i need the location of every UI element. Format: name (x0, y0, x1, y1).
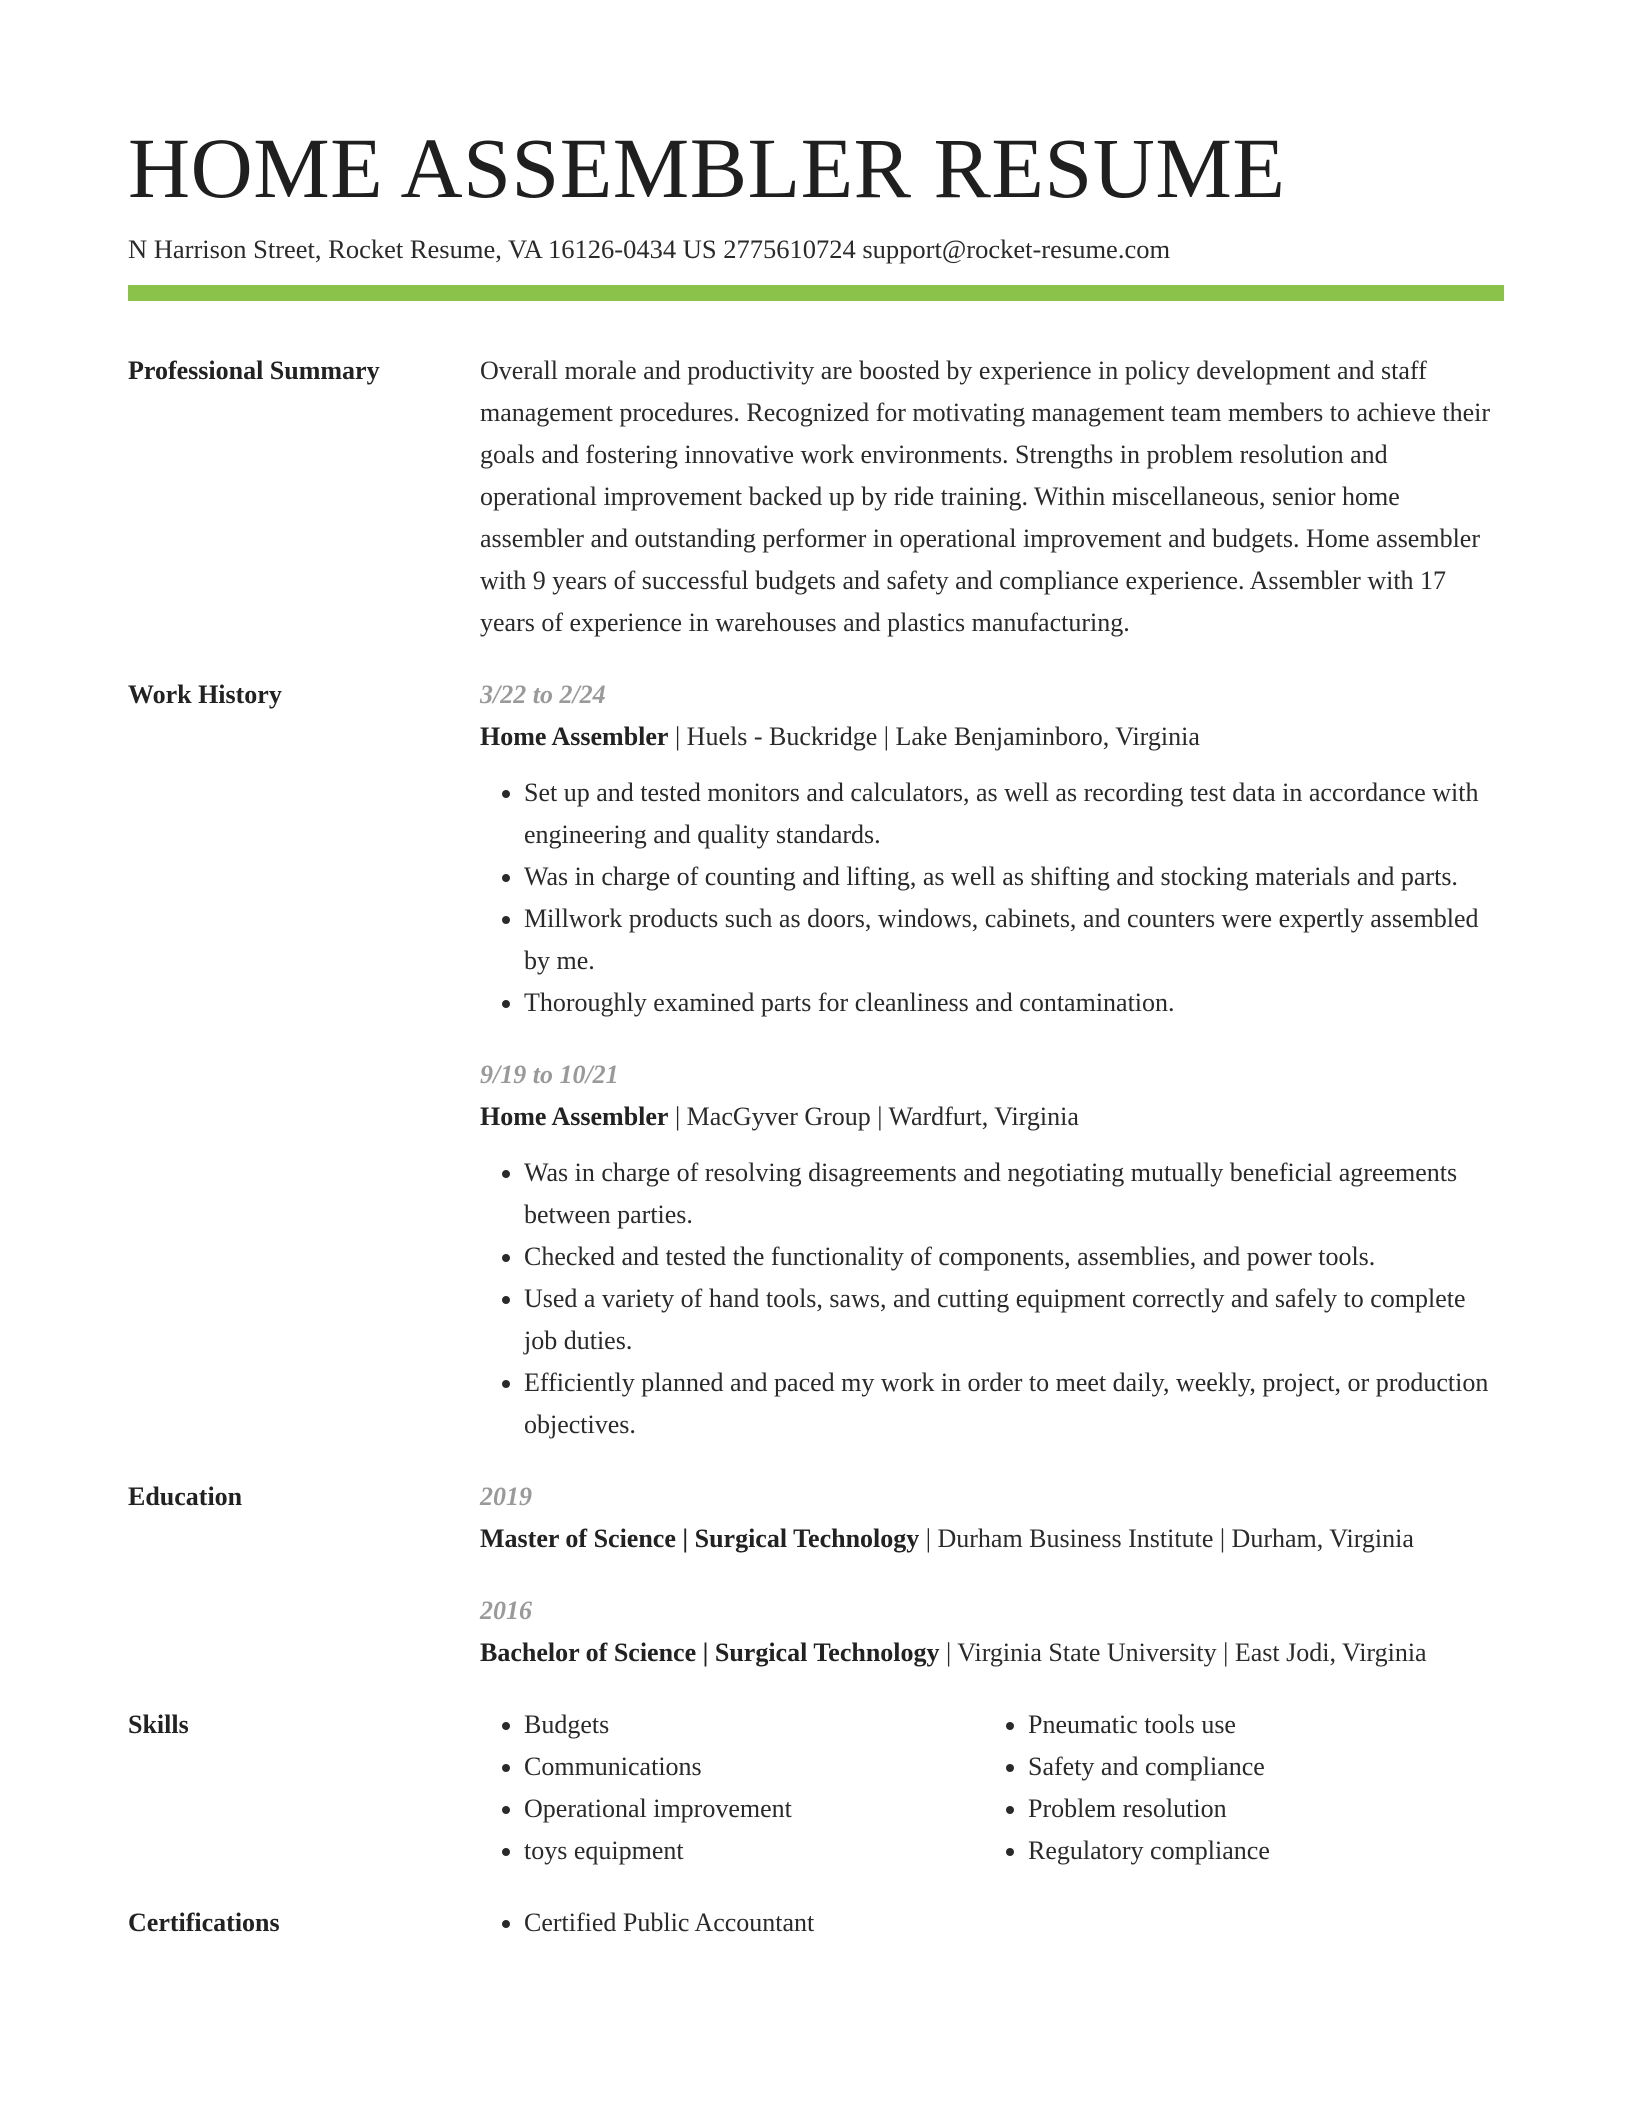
job-details: | MacGyver Group | Wardfurt, Virginia (668, 1102, 1079, 1131)
education-details: | Durham Business Institute | Durham, Virginia (919, 1524, 1414, 1553)
education-heading (480, 1632, 1504, 1674)
skill-item: • Pneumatic tools use (1028, 1704, 1488, 1746)
education-year: 2016 (480, 1596, 532, 1625)
job-bullet: • Was in charge of resolving disagreements and negotiating mutually beneficial agreements between parties. (524, 1152, 1504, 1236)
education-heading (480, 1518, 1504, 1560)
certification-list (480, 1902, 1504, 1944)
section-certifications (128, 1902, 1504, 1944)
resume-content (128, 350, 1504, 1974)
job-heading (480, 1096, 1504, 1138)
section-body (480, 350, 1504, 644)
job-details: | Huels - Buckridge | Lake Benjaminboro, Virginia (668, 722, 1200, 751)
header-accent-bar (128, 285, 1504, 301)
job-bullet: • Used a variety of hand tools, saws, and cutting equipment correctly and safely to complete job duties. (524, 1278, 1504, 1362)
skill-item: • Regulatory compliance (1028, 1830, 1488, 1872)
education-degree: Master of Science | Surgical Technology (480, 1524, 920, 1553)
education-year: 2019 (480, 1482, 532, 1511)
job-bullets (480, 772, 1504, 1024)
resume-title: HOME ASSEMBLER RESUME (128, 120, 1286, 216)
certification-item: • Certified Public Accountant (524, 1902, 1504, 1944)
job-bullet: • Millwork products such as doors, windows, cabinets, and counters were expertly assembled by me. (524, 898, 1504, 982)
section-label: Work History (128, 680, 282, 709)
section-label: Education (128, 1482, 243, 1511)
skill-item: • Budgets (524, 1704, 984, 1746)
job-bullet: • Efficiently planned and paced my work in order to meet daily, weekly, project, or production objectives. (524, 1362, 1504, 1446)
section-body (480, 1902, 1504, 1944)
education-details: | Virginia State University | East Jodi, Virginia (939, 1638, 1427, 1667)
skill-item: • Communications (524, 1746, 984, 1788)
summary-text: Overall morale and productivity are boosted by experience in policy development and staff management procedures. Recognized for motivating management team members to achieve their goals and fostering innovative work environments. Strengths in problem resolution and operational improvement backed up by ride training. Within miscellaneous, senior home assembler and outstanding performer in operational improvement and budgets. Home assembler with 9 years of successful budgets and safety and compliance experience. Assembler with 17 years of experience in warehouses and plastics manufacturing. (480, 356, 1491, 637)
skills-grid (480, 1704, 1504, 1872)
contact-info: N Harrison Street, Rocket Resume, VA 16126-0434 US 2775610724 support@rocket-resume.com (128, 234, 1171, 264)
job-bullet: • Set up and tested monitors and calculators, as well as recording test data in accordance with engineering and quality standards. (524, 772, 1504, 856)
job-dates: 3/22 to 2/24 (480, 680, 606, 709)
section-body (480, 674, 1504, 1446)
education-entry (480, 1590, 1504, 1674)
skill-item: • Safety and compliance (1028, 1746, 1488, 1788)
skill-item: • Problem resolution (1028, 1788, 1488, 1830)
job-entry (480, 1054, 1504, 1446)
education-degree: Bachelor of Science | Surgical Technology (480, 1638, 940, 1667)
skills-column-right (984, 1704, 1488, 1872)
skill-item: • Operational improvement (524, 1788, 984, 1830)
section-skills (128, 1704, 1504, 1872)
section-body (480, 1476, 1504, 1674)
skills-column-left (480, 1704, 984, 1872)
section-work-history (128, 674, 1504, 1446)
section-label: Skills (128, 1710, 189, 1739)
job-dates: 9/19 to 10/21 (480, 1060, 619, 1089)
education-entry (480, 1476, 1504, 1560)
skill-item: • toys equipment (524, 1830, 984, 1872)
job-bullet: • Checked and tested the functionality of components, assemblies, and power tools. (524, 1236, 1504, 1278)
job-entry (480, 674, 1504, 1024)
job-title: Home Assembler (480, 1102, 669, 1131)
job-heading (480, 716, 1504, 758)
section-label: Certifications (128, 1908, 280, 1937)
section-professional-summary (128, 350, 1504, 644)
section-label: Professional Summary (128, 356, 380, 385)
section-education (128, 1476, 1504, 1674)
job-bullet: • Was in charge of counting and lifting, as well as shifting and stocking materials and parts. (524, 856, 1504, 898)
job-bullet: • Thoroughly examined parts for cleanliness and contamination. (524, 982, 1504, 1024)
job-bullets (480, 1152, 1504, 1446)
job-title: Home Assembler (480, 722, 669, 751)
section-body (480, 1704, 1504, 1872)
